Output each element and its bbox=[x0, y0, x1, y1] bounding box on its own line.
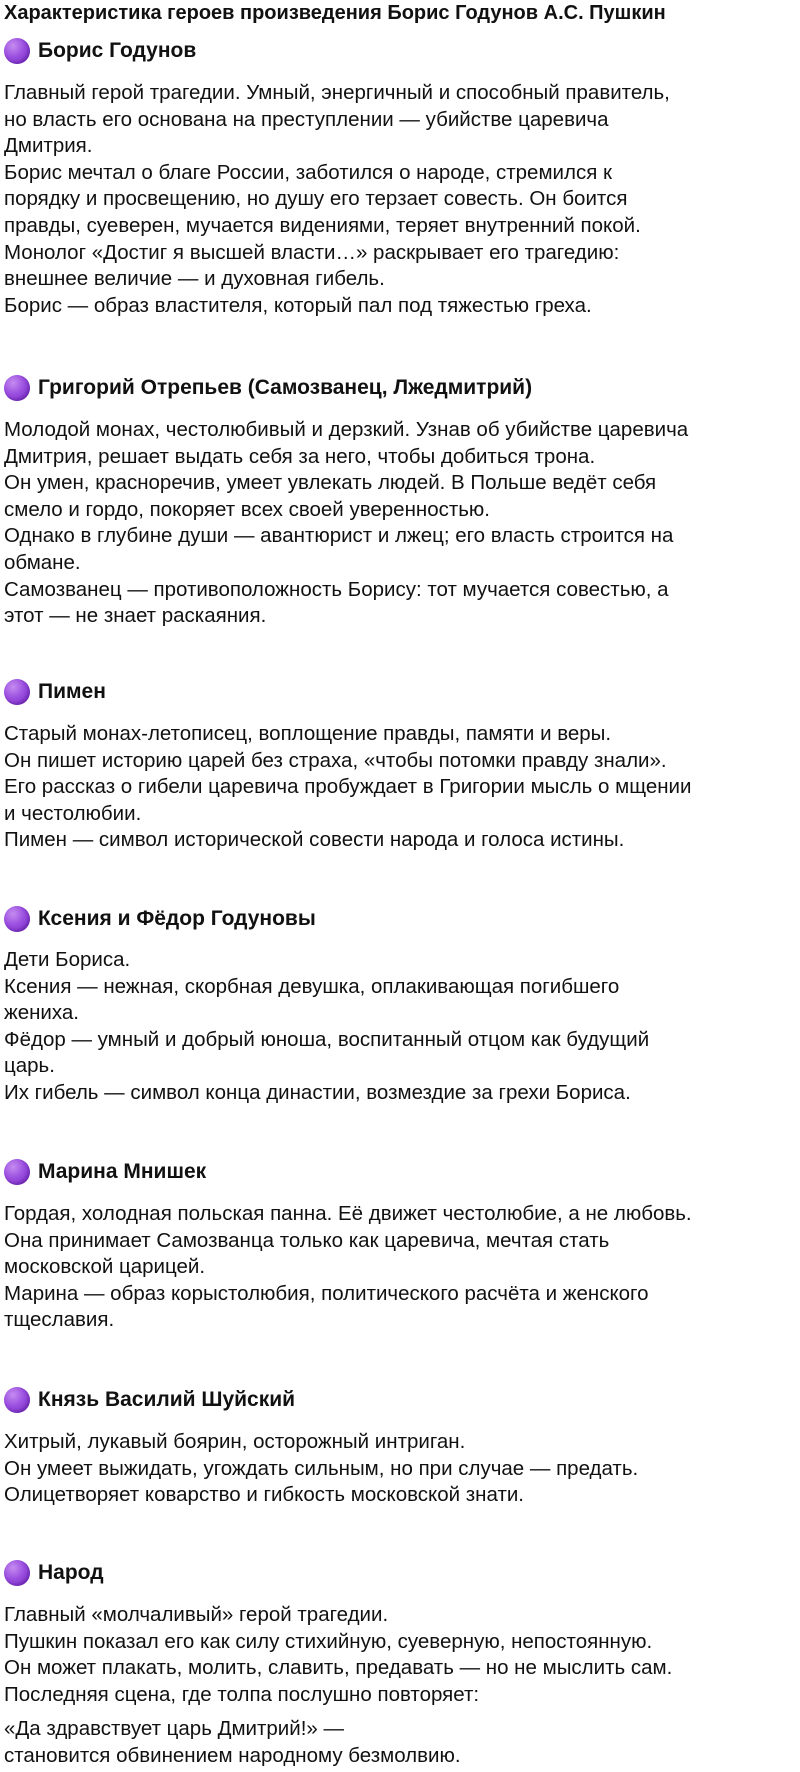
text-line: тщеславия. bbox=[4, 1308, 115, 1332]
section-heading-text: Григорий Отрепьев (Самозванец, Лжедмитрий) bbox=[38, 376, 533, 399]
text-line: Борис мечтал о благе России, заботился о народе, стремился к bbox=[4, 160, 612, 184]
section-body-pimen bbox=[4, 721, 796, 854]
section-heading-marina bbox=[4, 1158, 206, 1186]
text-line: Пимен — символ исторической совести народа и голоса истины. bbox=[4, 828, 625, 852]
purple-circle-icon bbox=[4, 1159, 30, 1185]
section-heading-text: Марина Мнишек bbox=[38, 1160, 207, 1183]
text-line: внешнее величие — и духовная гибель. bbox=[4, 267, 385, 291]
section-heading-grigory bbox=[4, 374, 532, 402]
text-line: Главный «молчаливый» герой трагедии. bbox=[4, 1603, 389, 1626]
text-line: Хитрый, лукавый боярин, осторожный интриган. bbox=[4, 1430, 466, 1453]
section-heading-text: Народ bbox=[38, 1561, 104, 1584]
section-heading-text: Ксения и Фёдор Годуновы bbox=[38, 907, 316, 930]
text-line: Дмитрия, решает выдать себя за него, чтобы добиться трона. bbox=[4, 444, 596, 468]
text-line: Последняя сцена, где толпа послушно повторяет: bbox=[4, 1682, 480, 1706]
text-line: становится обвинением народному безмолвию. bbox=[4, 1743, 461, 1767]
text-line: но власть его основана на преступлении — убийстве царевича bbox=[4, 107, 609, 131]
section-heading-pimen bbox=[4, 678, 106, 706]
text-line: Главный герой трагедии. Умный, энергичный и способный правитель, bbox=[4, 81, 670, 104]
text-line: и честолюбии. bbox=[4, 801, 142, 825]
text-line: Он умеет выжидать, угождать сильным, но при случае — предать. bbox=[4, 1456, 639, 1480]
section-heading-narod bbox=[4, 1559, 104, 1587]
text-line: Молодой монах, честолюбивый и дерзкий. Узнав об убийстве царевича bbox=[4, 418, 689, 441]
text-line: Его рассказ о гибели царевича пробуждает в Григории мысль о мщении bbox=[4, 775, 692, 799]
text-line: жениха. bbox=[4, 1001, 80, 1025]
purple-circle-icon bbox=[4, 1387, 30, 1413]
text-line: Самозванец — противоположность Борису: тот мучается совестью, а bbox=[4, 577, 669, 601]
text-line: Пушкин показал его как силу стихийную, суеверную, непостоянную. bbox=[4, 1629, 653, 1653]
purple-circle-icon bbox=[4, 375, 30, 401]
section-body-marina bbox=[4, 1201, 796, 1334]
text-line: Их гибель — символ конца династии, возмездие за грехи Бориса. bbox=[4, 1080, 631, 1104]
text-line: порядку и просвещению, но душу его терзает совесть. Он боится bbox=[4, 187, 628, 211]
text-line: Он умен, красноречив, умеет увлекать людей. В Польше ведёт себя bbox=[4, 471, 657, 495]
section-quote-narod bbox=[4, 1716, 796, 1769]
text-line: Однако в глубине души — авантюрист и лжец; его власть строится на bbox=[4, 524, 674, 548]
section-heading-shuisky bbox=[4, 1386, 295, 1414]
text-line: «Да здравствует царь Дмитрий!» — bbox=[4, 1717, 344, 1740]
section-body-boris bbox=[4, 80, 796, 319]
page-title: Характеристика героев произведения Борис Годунов А.С. Пушкин bbox=[4, 2, 666, 24]
text-line: Старый монах-летописец, воплощение правды, памяти и веры. bbox=[4, 722, 612, 745]
text-line: царь. bbox=[4, 1054, 55, 1078]
text-line: Она принимает Самозванца только как царевича, мечтая стать bbox=[4, 1228, 610, 1252]
text-line: Он может плакать, молить, славить, предавать — но не мыслить сам. bbox=[4, 1656, 673, 1680]
text-line: Ксения — нежная, скорбная девушка, оплакивающая погибшего bbox=[4, 974, 620, 998]
section-body-shuisky bbox=[4, 1429, 796, 1509]
purple-circle-icon bbox=[4, 38, 30, 64]
text-line: Олицетворяет коварство и гибкость московской знати. bbox=[4, 1483, 524, 1507]
text-line: Фёдор — умный и добрый юноша, воспитанный отцом как будущий bbox=[4, 1027, 650, 1051]
text-line: правды, суеверен, мучается видениями, теряет внутренний покой. bbox=[4, 213, 641, 237]
section-body-grigory bbox=[4, 417, 796, 630]
text-line: Дети Бориса. bbox=[4, 948, 131, 971]
text-line: Марина — образ корыстолюбия, политического расчёта и женского bbox=[4, 1281, 649, 1305]
section-body-ksenia-fedor bbox=[4, 947, 796, 1107]
section-heading-boris bbox=[4, 37, 196, 65]
text-line: смело и гордо, покоряет всех своей уверенностью. bbox=[4, 497, 491, 521]
section-heading-ksenia-fedor bbox=[4, 905, 316, 933]
purple-circle-icon bbox=[4, 679, 30, 705]
text-line: Монолог «Достиг я высшей власти…» раскрывает его трагедию: bbox=[4, 240, 620, 264]
text-line: Дмитрия. bbox=[4, 134, 93, 158]
section-heading-text: Борис Годунов bbox=[38, 39, 197, 62]
text-line: Борис — образ властителя, который пал под тяжестью греха. bbox=[4, 293, 592, 317]
section-body-narod bbox=[4, 1602, 796, 1708]
section-heading-text: Пимен bbox=[38, 680, 106, 703]
text-line: Он пишет историю царей без страха, «чтобы потомки правду знали». bbox=[4, 748, 667, 772]
purple-circle-icon bbox=[4, 1560, 30, 1586]
text-line: Гордая, холодная польская панна. Её движет честолюбие, а не любовь. bbox=[4, 1202, 692, 1225]
section-heading-text: Князь Василий Шуйский bbox=[38, 1388, 296, 1411]
text-line: московской царицей. bbox=[4, 1255, 206, 1279]
text-line: обмане. bbox=[4, 550, 81, 574]
text-line: этот — не знает раскаяния. bbox=[4, 604, 267, 628]
purple-circle-icon bbox=[4, 906, 30, 932]
